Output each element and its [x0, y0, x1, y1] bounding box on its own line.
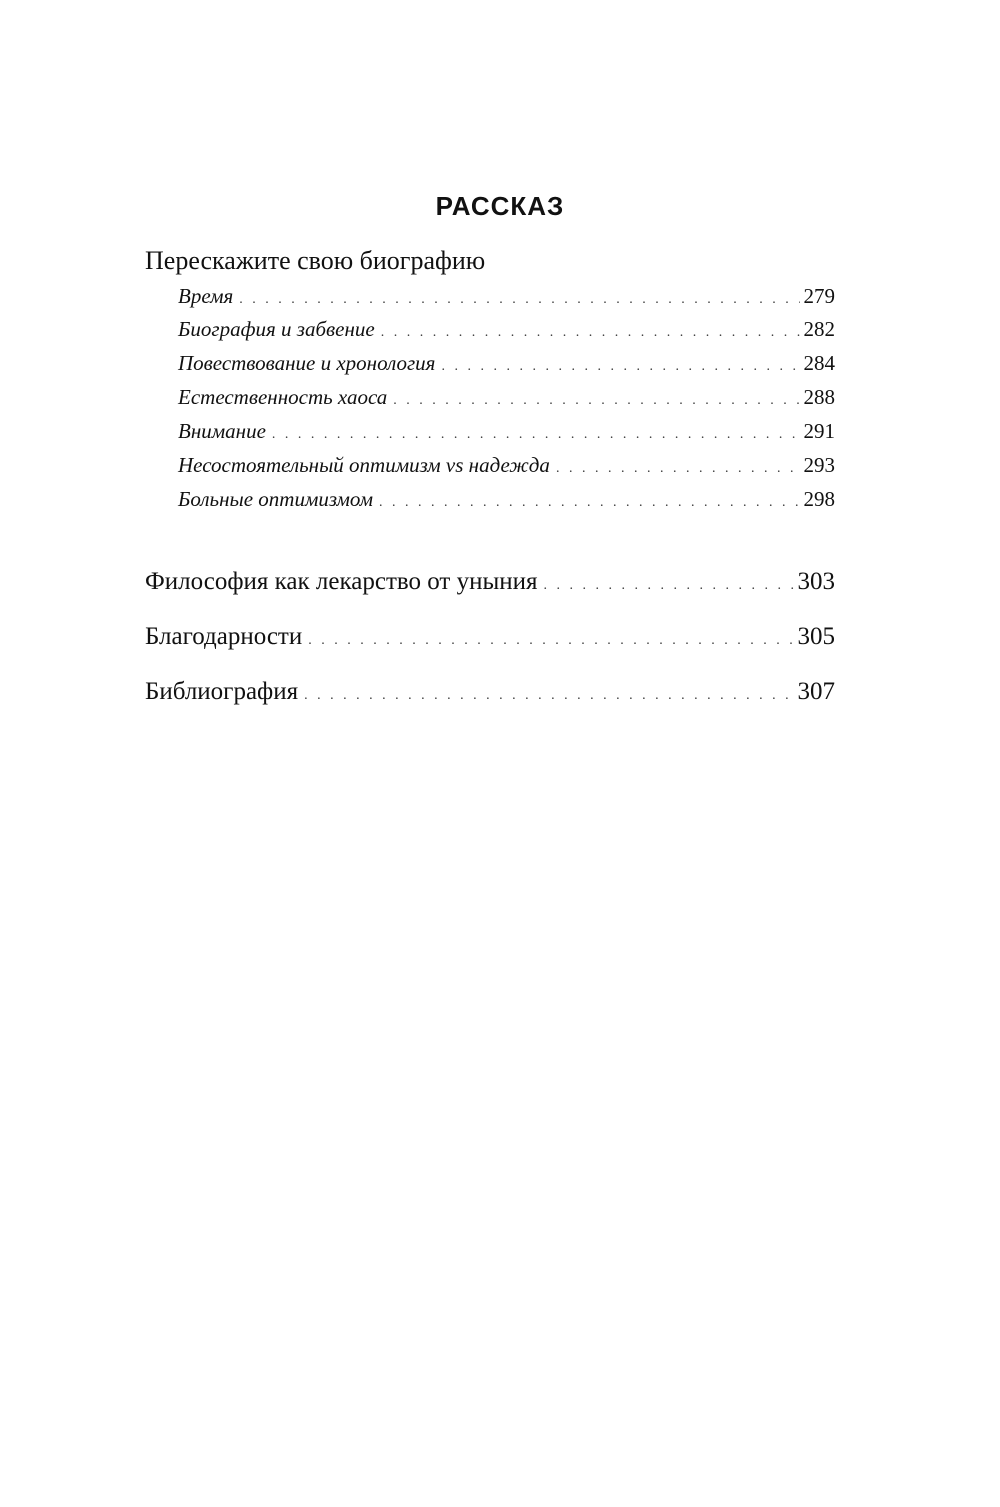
- toc-entry-page: 279: [803, 284, 835, 308]
- toc-main-entry[interactable]: [145, 675, 835, 713]
- toc-main-entry[interactable]: [145, 565, 835, 603]
- toc-entry[interactable]: [178, 450, 835, 484]
- toc-entry[interactable]: [178, 416, 835, 450]
- dot-leader: [239, 285, 799, 315]
- toc-entry-label: Внимание: [178, 419, 266, 443]
- dot-leader: [308, 624, 793, 658]
- toc-entry-page: 298: [803, 487, 835, 511]
- toc-entry[interactable]: [178, 348, 835, 382]
- toc-main-entry-label: Библиография: [145, 678, 299, 705]
- toc-entry-label: Повествование и хронология: [178, 351, 436, 375]
- toc-entry-label: Естественность хаоса: [178, 385, 388, 409]
- toc-entry-page: 284: [803, 351, 835, 375]
- toc-main-entry-label: Благодарности: [145, 623, 303, 650]
- toc-entry-page: 282: [803, 317, 835, 341]
- dot-leader: [544, 569, 794, 603]
- toc-main-entry-page: 303: [797, 568, 835, 595]
- toc-entry-page: 288: [803, 385, 835, 409]
- toc-entry[interactable]: [178, 314, 835, 348]
- dot-leader: [441, 352, 799, 382]
- toc-main-entry-page: 305: [797, 623, 835, 650]
- toc-main-entry-label: Философия как лекарство от уныния: [145, 568, 538, 595]
- dot-leader: [304, 679, 793, 713]
- toc-entry-label: Время: [178, 284, 234, 308]
- toc-main-entry[interactable]: [145, 620, 835, 658]
- dot-leader: [379, 488, 799, 518]
- toc-entry-label: Несостоятельный оптимизм vs надежда: [178, 453, 550, 477]
- toc-entry-label: Больные оптимизмом: [178, 487, 374, 511]
- chapter-title: Перескажите свою биографию: [145, 246, 486, 275]
- toc-entry-label: Биография и забвение: [178, 317, 375, 341]
- toc-entry[interactable]: [178, 484, 835, 518]
- toc-main-entry-page: 307: [797, 678, 835, 705]
- section-title: РАССКАЗ: [435, 191, 565, 221]
- dot-leader: [393, 386, 799, 416]
- toc-entry-page: 293: [803, 453, 835, 477]
- dot-leader: [381, 318, 800, 348]
- toc-entry-page: 291: [803, 419, 835, 443]
- toc-entry[interactable]: [178, 281, 835, 315]
- toc-entry[interactable]: [178, 382, 835, 416]
- dot-leader: [556, 454, 800, 484]
- dot-leader: [272, 420, 800, 450]
